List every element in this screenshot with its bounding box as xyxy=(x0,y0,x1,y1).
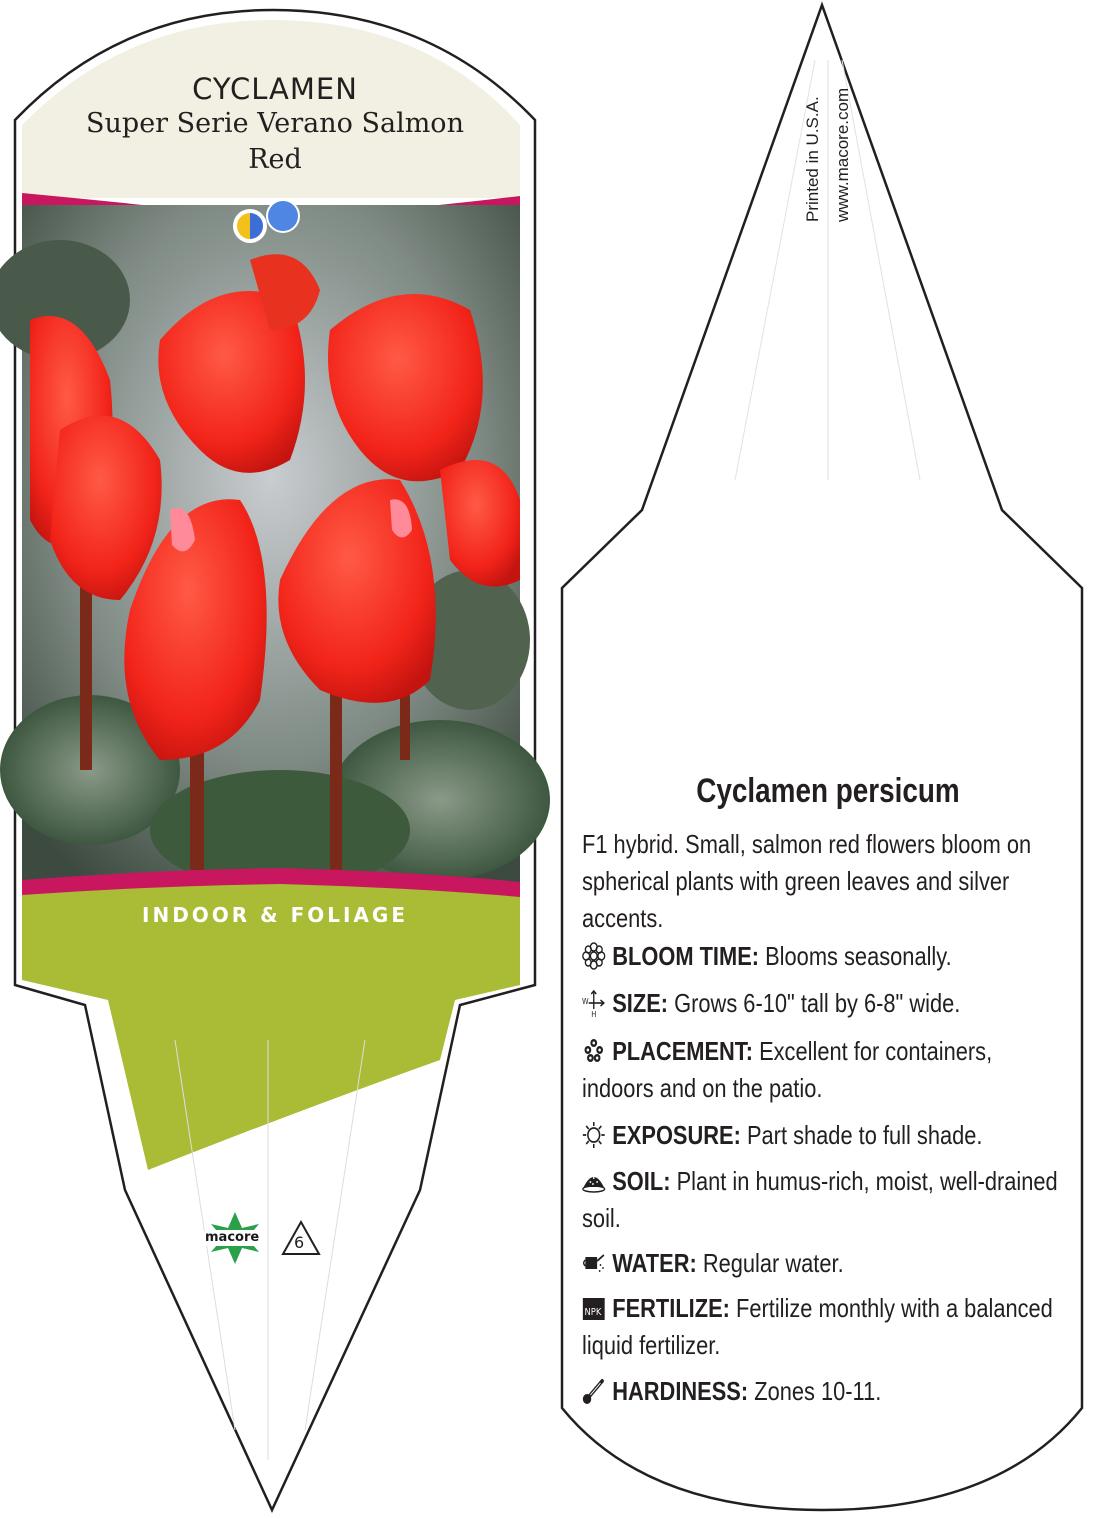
plant-name: CYCLAMEN xyxy=(192,72,358,106)
care-row xyxy=(582,1373,1069,1410)
category-label: INDOOR & FOLIAGE xyxy=(142,903,408,927)
care-text: Blooms seasonally. xyxy=(765,941,952,971)
care-label: HARDINESS: xyxy=(612,1376,749,1406)
scientific-name: Cyclamen persicum xyxy=(696,772,960,810)
care-row xyxy=(582,1245,1069,1282)
care-row xyxy=(582,938,1069,975)
flower-icon xyxy=(582,942,606,970)
flowers-cluster-icon xyxy=(582,1037,606,1065)
sun-icon xyxy=(582,1121,606,1149)
svg-text:W: W xyxy=(582,996,589,1007)
care-row xyxy=(582,1290,1069,1364)
care-text: Excellent for containers, indoors and on the patio. xyxy=(582,1036,993,1103)
care-row xyxy=(582,1117,1069,1154)
care-text: Regular water. xyxy=(702,1248,844,1278)
care-text: Grows 6-10" tall by 6-8" wide. xyxy=(674,988,961,1018)
care-label: SIZE: xyxy=(612,988,669,1018)
back-tag-outline xyxy=(562,5,1082,1510)
svg-text:H: H xyxy=(591,1009,597,1017)
description: F1 hybrid. Small, salmon red flowers bloom on spherical plants with green leaves and silver accents. xyxy=(582,829,1032,933)
care-text: Zones 10-11. xyxy=(754,1376,882,1406)
recycle-code: 6 xyxy=(294,1233,305,1252)
soil-mound-icon xyxy=(582,1167,606,1195)
brand-name: macore xyxy=(205,1230,260,1245)
care-text: Part shade to full shade. xyxy=(746,1120,983,1150)
plant-photo xyxy=(0,205,550,890)
website: www.macore.com xyxy=(833,87,852,222)
care-label: EXPOSURE: xyxy=(612,1120,741,1150)
npk-icon xyxy=(582,1294,606,1322)
care-text: Plant in humus-rich, moist, well-drained soil. xyxy=(582,1166,1058,1233)
care-row xyxy=(582,985,1069,1022)
care-row xyxy=(582,1033,1069,1107)
size-arrows-icon xyxy=(582,989,606,1017)
care-label: FERTILIZE: xyxy=(612,1293,730,1323)
care-text: Fertilize monthly with a balanced liquid fertilizer. xyxy=(582,1293,1053,1360)
care-label: BLOOM TIME: xyxy=(612,941,760,971)
care-label: SOIL: xyxy=(612,1166,671,1196)
variety-name: Super Serie Verano Salmon Red xyxy=(86,108,464,175)
care-label: WATER: xyxy=(612,1248,697,1278)
svg-text:NPK: NPK xyxy=(584,1306,602,1319)
care-row xyxy=(582,1163,1069,1237)
thermometer-icon xyxy=(582,1377,606,1405)
printed-in: Printed in U.S.A. xyxy=(803,96,822,222)
care-label: PLACEMENT: xyxy=(612,1036,753,1066)
watering-can-icon xyxy=(582,1249,606,1277)
